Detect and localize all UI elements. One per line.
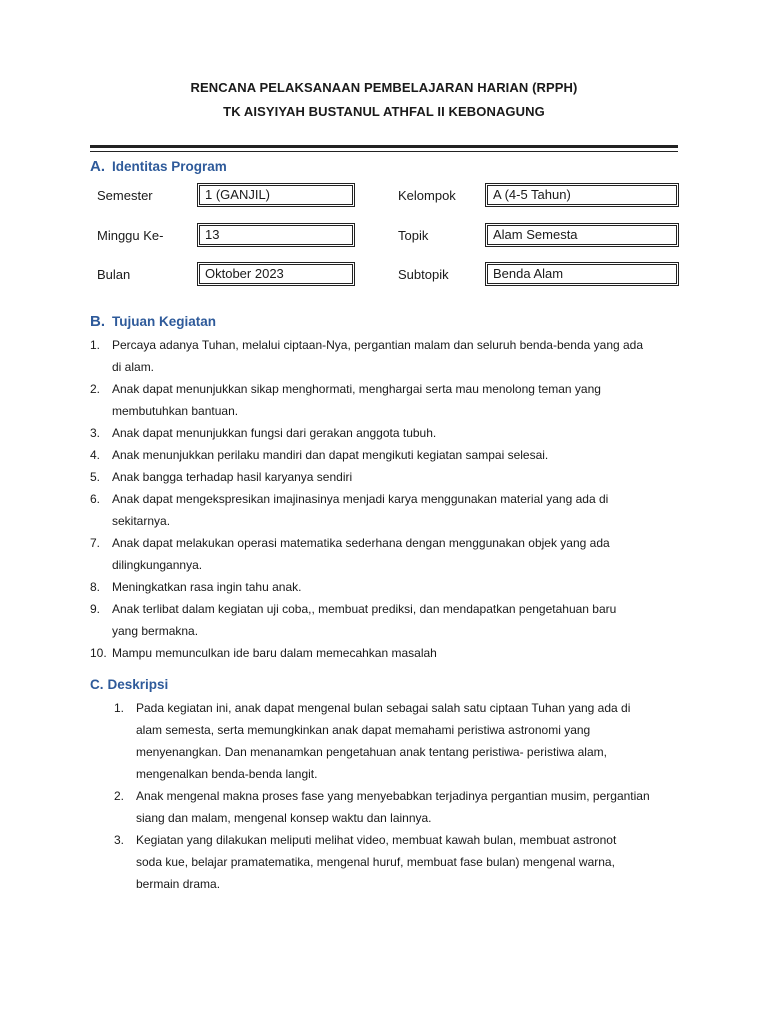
subtopik-field: Benda Alam (487, 264, 677, 284)
subtopik-label: Subtopik (398, 267, 449, 282)
list-item: 3. Anak dapat menunjukkan fungsi dari gerakan anggota tubuh. (90, 426, 437, 440)
section-a-heading (90, 158, 227, 175)
list-item: 3. Kegiatan yang dilakukan meliputi melihat video, membuat kawah bulan, membuat astronot soda kue, belajar pramatematika, mengenal huruf, membuat fase bulan) mengenal warna, bermain drama. (114, 833, 617, 891)
section-a-letter: A. (90, 158, 105, 175)
section-c-letter: C. (90, 677, 104, 692)
tujuan-list (90, 334, 678, 664)
list-item: 8. Meningkatkan rasa ingin tahu anak. (90, 580, 302, 594)
list-item: 10. Mampu memunculkan ide baru dalam memecahkan masalah (90, 646, 437, 660)
header-divider-thick (90, 145, 678, 148)
section-c-heading (90, 677, 168, 692)
section-b-heading (90, 313, 216, 330)
list-item: 2. Anak mengenal makna proses fase yang menyebabkan terjadinya pergantian musim, pergantian siang dan malam, mengenal konsep waktu dan lainnya. (114, 789, 650, 825)
kelompok-field: A (4-5 Tahun) (487, 185, 677, 205)
list-item: 1. Percaya adanya Tuhan, melalui ciptaan-Nya, pergantian malam dan seluruh benda-benda yang ada di alam. (90, 338, 644, 374)
deskripsi-list (114, 697, 684, 895)
kelompok-label: Kelompok (398, 188, 456, 203)
minggu-field: 13 (199, 225, 353, 245)
semester-label: Semester (97, 188, 153, 203)
school-name: TK AISYIYAH BUSTANUL ATHFAL II KEBONAGUNG (223, 104, 545, 119)
list-item: 2. Anak dapat menunjukkan sikap menghormati, menghargai serta mau menolong teman yang membutuhkan bantuan. (90, 382, 601, 418)
list-item: 4. Anak menunjukkan perilaku mandiri dan dapat mengikuti kegiatan sampai selesai. (90, 448, 549, 462)
topik-label: Topik (398, 228, 429, 243)
bulan-label: Bulan (97, 267, 131, 282)
list-item: 6. Anak dapat mengekspresikan imajinasinya menjadi karya menggunakan material yang ada di sekitarnya. (90, 492, 609, 528)
bulan-field: Oktober 2023 (199, 264, 353, 284)
list-item: 7. Anak dapat melakukan operasi matematika sederhana dengan menggunakan objek yang ada dilingkungannya. (90, 536, 610, 572)
section-b-letter: B. (90, 313, 105, 330)
topik-field: Alam Semesta (487, 225, 677, 245)
list-item: 5. Anak bangga terhadap hasil karyanya sendiri (90, 470, 353, 484)
section-c-title: Deskripsi (107, 677, 169, 692)
section-a-title: Identitas Program (112, 159, 227, 174)
document-title: RENCANA PELAKSANAAN PEMBELAJARAN HARIAN (RPPH) (190, 80, 578, 95)
header-divider-thin (90, 151, 678, 152)
list-item: 1. Pada kegiatan ini, anak dapat mengenal bulan sebagai salah satu ciptaan Tuhan yang ada di alam semesta, serta memungkinkan anak dapat memahami peristiwa astronomi yang menyenangkan. Dan menanamkan pengetahuan anak tentang peristiwa- peristiwa alam, mengenalkan benda-benda langit. (114, 701, 631, 781)
minggu-label: Minggu Ke- (97, 228, 164, 243)
list-item: 9. Anak terlibat dalam kegiatan uji coba,, membuat prediksi, dan mendapatkan pengetahuan baru yang bermakna. (90, 602, 617, 638)
section-b-title: Tujuan Kegiatan (112, 314, 217, 329)
semester-field: 1 (GANJIL) (199, 185, 353, 205)
